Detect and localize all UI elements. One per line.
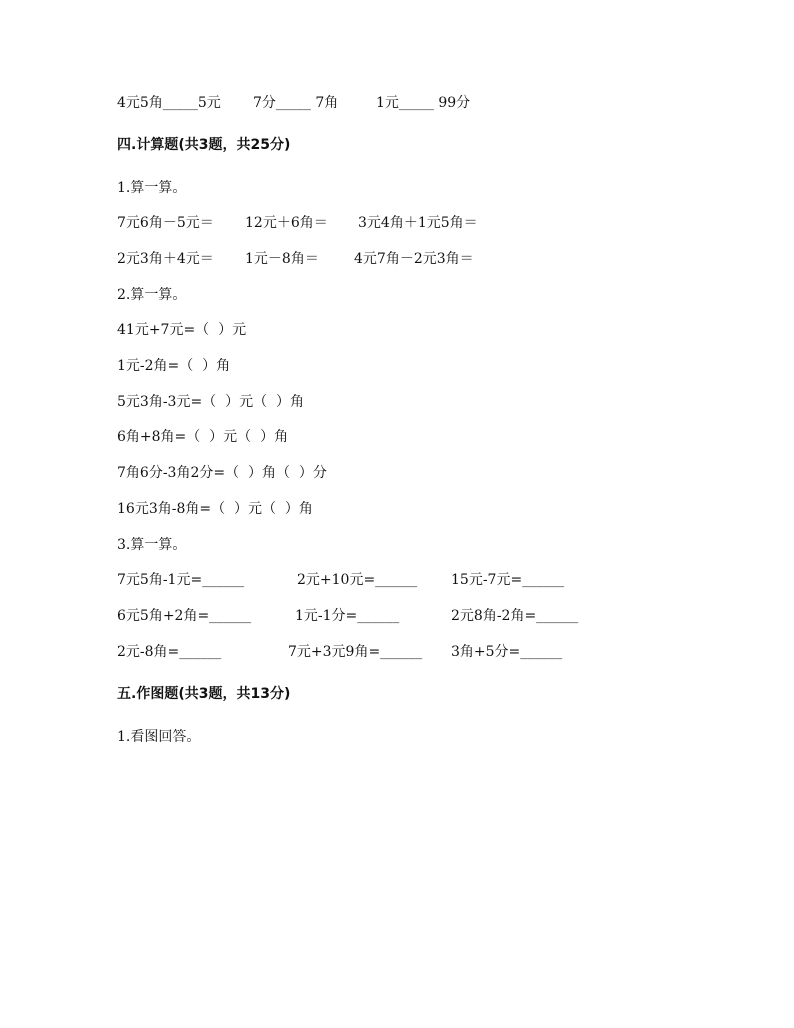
compare-item-2: 7分_____ 7角 xyxy=(253,95,339,111)
q3-title: 3.算一算。 xyxy=(117,537,187,553)
q3-r2-c2: 1元-1分=______ xyxy=(295,608,400,624)
q2-line-1: 41元+7元=（ ）元 xyxy=(117,322,247,338)
q3-r2-c3: 2元8角-2角=______ xyxy=(451,608,579,624)
compare-item-1: 4元5角_____5元 xyxy=(117,95,221,111)
q2-line-3: 5元3角-3元=（ ）元（ ）角 xyxy=(117,394,304,410)
q2-line-2: 1元-2角=（ ）角 xyxy=(117,358,231,374)
q1-r2-c3: 4元7角－2元3角＝ xyxy=(354,251,474,267)
q3-r1-c1: 7元5角-1元=______ xyxy=(117,572,245,588)
q3-r3-c3: 3角+5分=______ xyxy=(451,644,563,660)
section-5-heading: 五.作图题(共3题，共13分) xyxy=(117,686,291,702)
section-5-q1-title: 1.看图回答。 xyxy=(117,729,201,745)
section-4-heading: 四.计算题(共3题，共25分) xyxy=(117,137,291,153)
q2-line-6: 16元3角-8角=（ ）元（ ）角 xyxy=(117,501,313,517)
compare-item-3: 1元_____ 99分 xyxy=(376,95,471,111)
q1-title: 1.算一算。 xyxy=(117,180,187,196)
q3-r3-c2: 7元+3元9角=______ xyxy=(288,644,423,660)
q1-r1-c2: 12元＋6角＝ xyxy=(245,215,328,231)
q2-line-4: 6角+8角=（ ）元（ ）角 xyxy=(117,429,289,445)
q1-r1-c3: 3元4角＋1元5角＝ xyxy=(358,215,478,231)
q3-r2-c1: 6元5角+2角=______ xyxy=(117,608,252,624)
q3-r3-c1: 2元-8角=______ xyxy=(117,644,222,660)
q1-r1-c1: 7元6角－5元＝ xyxy=(117,215,214,231)
q2-title: 2.算一算。 xyxy=(117,287,187,303)
q2-line-5: 7角6分-3角2分=（ ）角（ ）分 xyxy=(117,465,327,481)
q3-r1-c2: 2元+10元=______ xyxy=(297,572,418,588)
q3-r1-c3: 15元-7元=______ xyxy=(451,572,565,588)
q1-r2-c2: 1元－8角＝ xyxy=(245,251,319,267)
q1-r2-c1: 2元3角＋4元＝ xyxy=(117,251,214,267)
